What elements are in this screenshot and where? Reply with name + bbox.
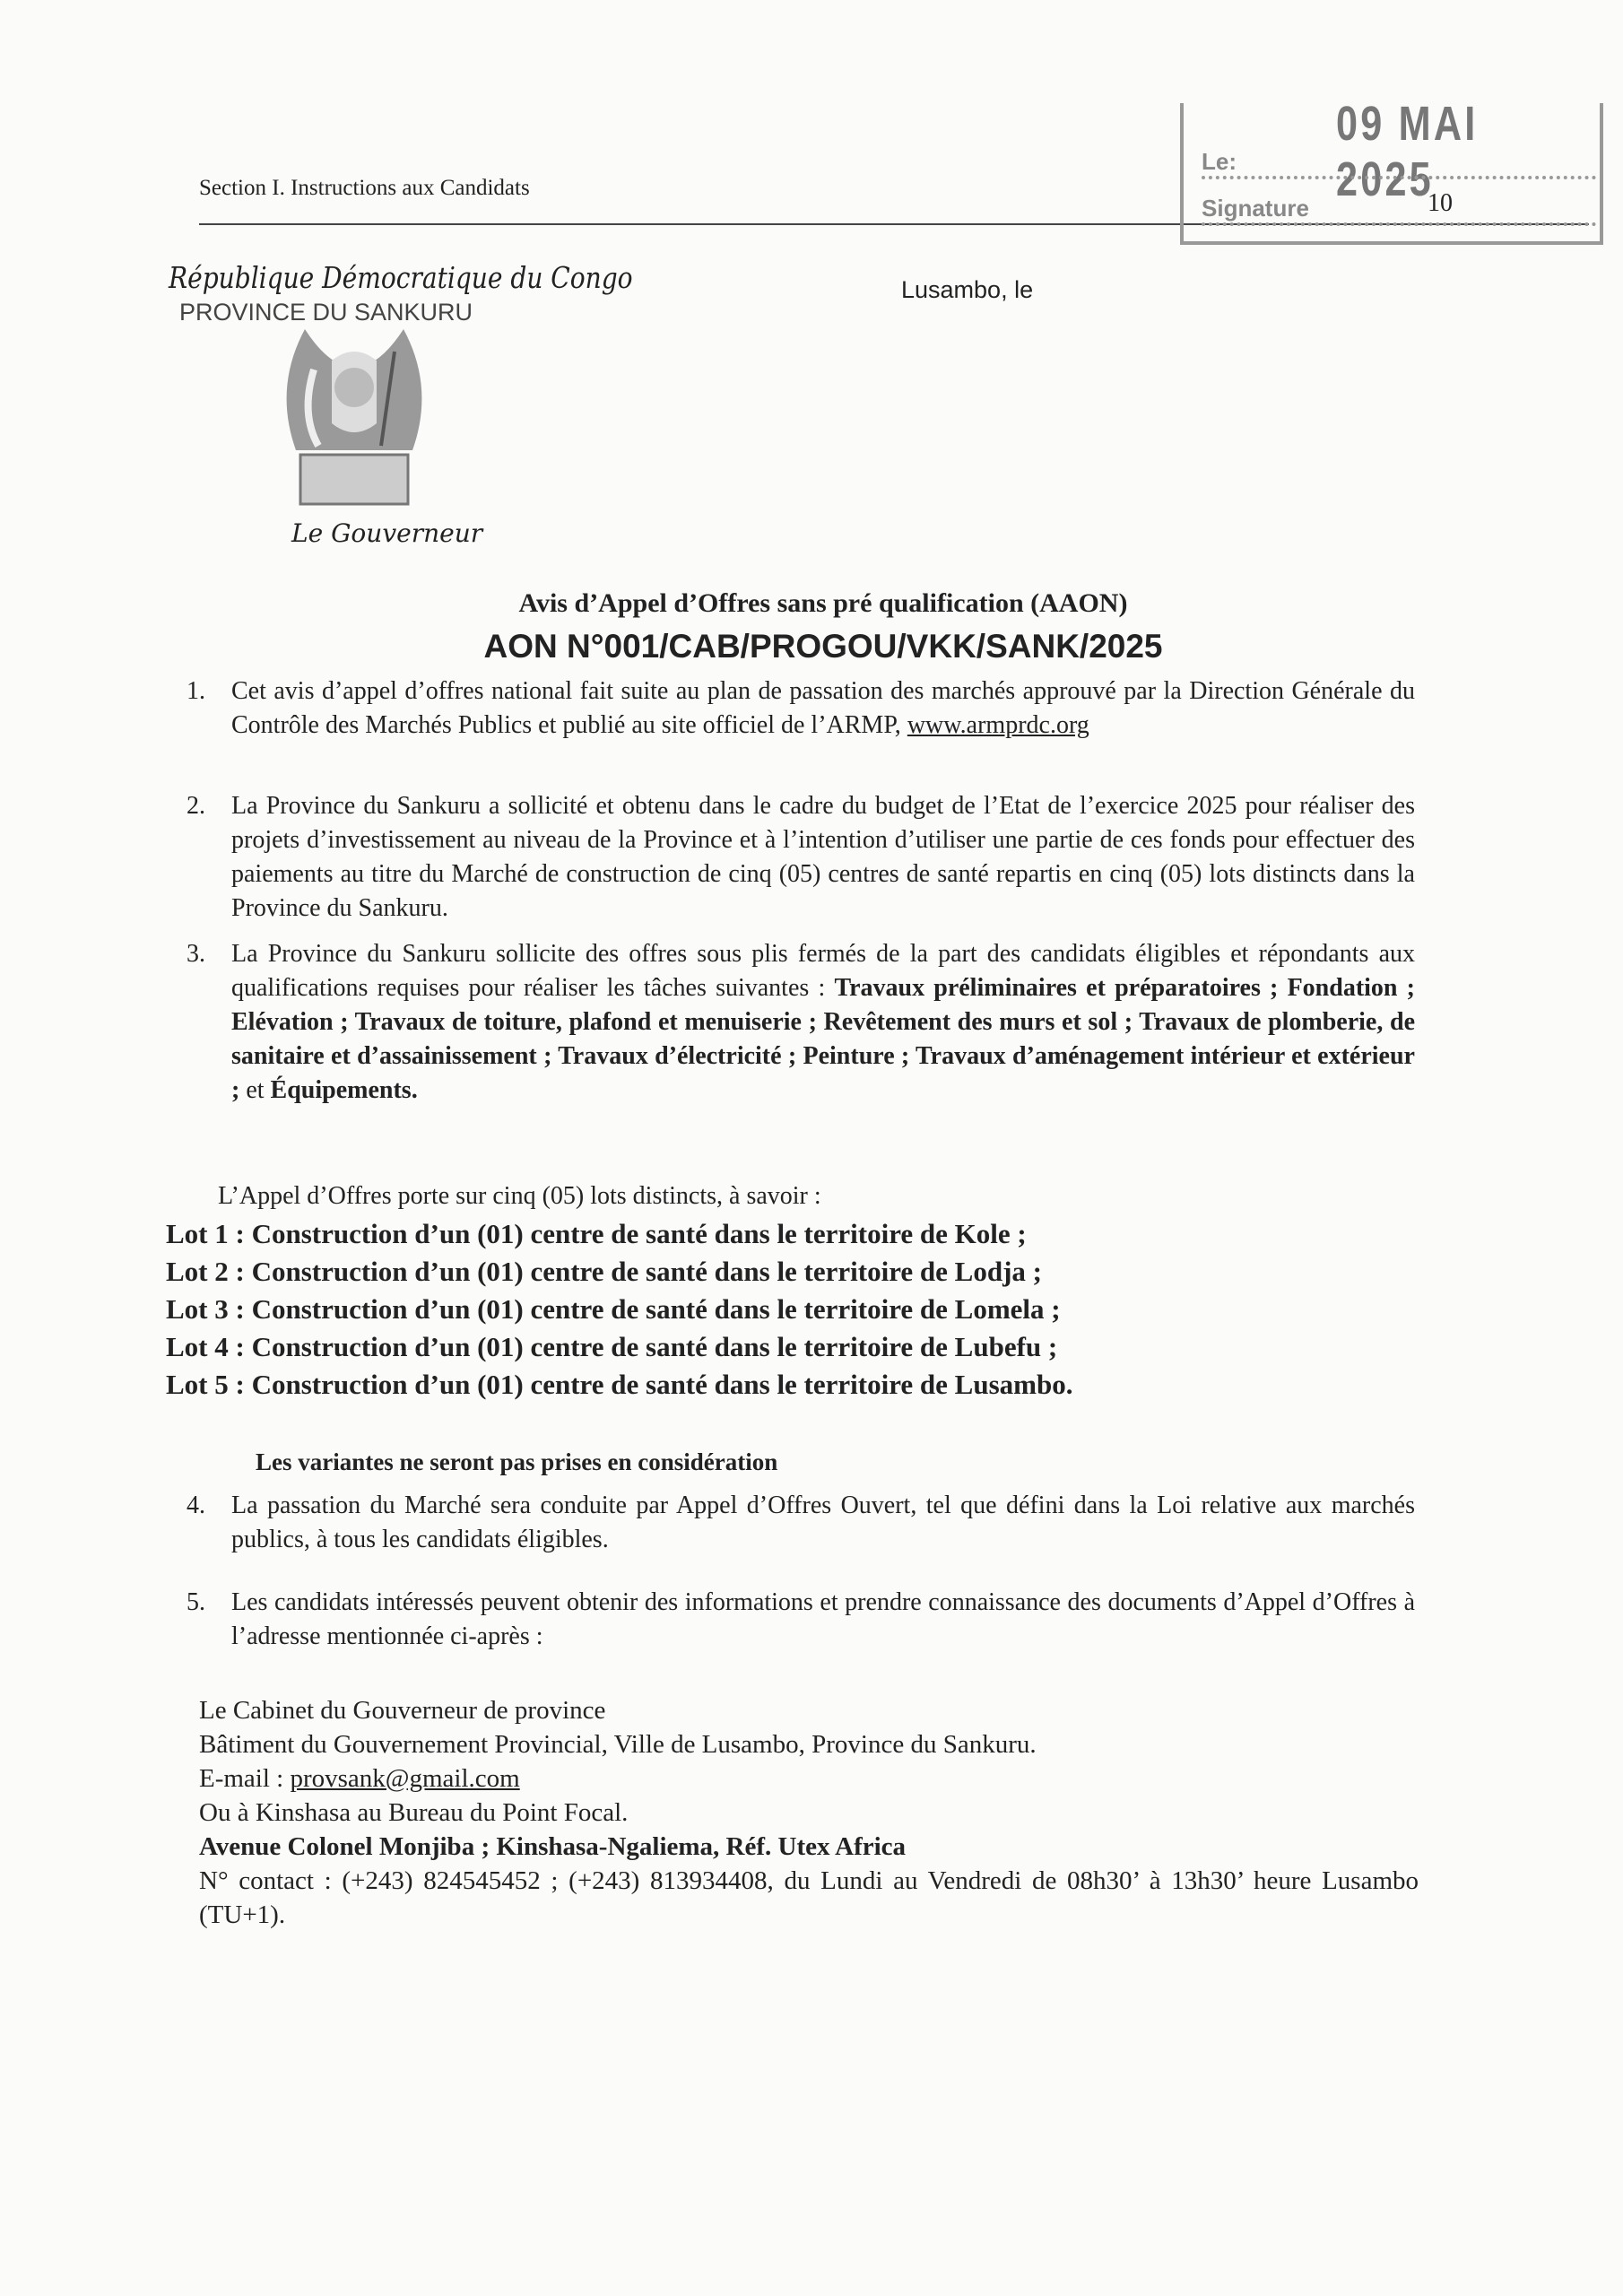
lot-item: Lot 1 : Construction d’un (01) centre de santé dans le territoire de Kole ;: [166, 1218, 1027, 1249]
paragraph-number: 5.: [187, 1588, 205, 1616]
paragraph-2: [187, 789, 1415, 926]
lot-item: Lot 2 : Construction d’un (01) centre de santé dans le territoire de Lodja ;: [166, 1256, 1042, 1287]
contact-phones: N° contact : (+243) 824545452 ; (+243) 813934408, du Lundi au Vendredi de 08h30’ à 13h30’ heure Lusambo (TU+1).: [199, 1866, 1419, 1929]
paragraph-number: 1.: [187, 677, 205, 705]
notice-reference: AON N°001/CAB/PROGOU/VKK/SANK/2025: [483, 628, 1163, 665]
reception-stamp: [1180, 97, 1603, 245]
paragraph-text: Les candidats intéressés peuvent obtenir des informations et prendre connaissance des documents d’Appel d’Offres à l’adresse mentionnée ci-après :: [231, 1588, 1415, 1650]
republic-name: République Démocratique du Congo: [169, 260, 633, 295]
stamp-date: 09 MAI 2025: [1336, 97, 1479, 206]
paragraph-3: [187, 937, 1415, 1108]
task-list: Travaux préliminaires et préparatoires ; Fondation ; Elévation ; Travaux de toiture, plafond et menuiserie ; Revêtement des murs et sol ; Travaux de plomberie, de sanitaire et d’assainissement ; Travaux d’électricité ; Peinture ; Travaux d’aménagement intérieur et extérieur ;: [231, 974, 1416, 1104]
armp-website-link[interactable]: www.armprdc.org: [907, 711, 1089, 739]
paragraph-number: 2.: [187, 792, 205, 820]
lot-item: Lot 3 : Construction d’un (01) centre de santé dans le territoire de Lomela ;: [166, 1293, 1061, 1325]
lot-item: Lot 4 : Construction d’un (01) centre de santé dans le territoire de Lubefu ;: [166, 1331, 1058, 1362]
address-line: Avenue Colonel Monjiba ; Kinshasa-Ngaliema, Réf. Utex Africa: [199, 1832, 907, 1861]
task-list-end: Équipements.: [270, 1076, 418, 1104]
paragraph-1: [187, 674, 1415, 743]
email-label: E-mail :: [199, 1764, 284, 1793]
paragraph-4: [187, 1489, 1415, 1557]
stamp-number: 10: [1428, 189, 1453, 217]
stamp-date-label: Le:: [1202, 148, 1596, 179]
paragraph-text: Cet avis d’appel d’offres national fait suite au plan de passation des marchés approuvé par la Direction Générale du Contrôle des Marchés Publics et publié au site officiel de l’ARMP,: [231, 677, 1415, 739]
paragraph-number: 4.: [187, 1492, 205, 1519]
lot-item: Lot 5 : Construction d’un (01) centre de santé dans le territoire de Lusambo.: [166, 1369, 1073, 1400]
address-line: Ou à Kinshasa au Bureau du Point Focal.: [199, 1798, 629, 1827]
place-date: Lusambo, le: [901, 276, 1034, 303]
stamp-signature-label: Signature: [1202, 195, 1596, 226]
paragraph-text: La Province du Sankuru sollicite des offres sous plis fermés de la part des candidats éligibles et répondants aux qualifications requises pour réaliser les tâches suivantes :: [231, 940, 1415, 1002]
lots-intro: L’Appel d’Offres porte sur cinq (05) lots distincts, à savoir :: [218, 1182, 821, 1210]
paragraph-text: et: [246, 1076, 265, 1104]
coat-of-arms-emblem: [278, 325, 430, 513]
lots-list: [166, 1215, 1072, 1404]
province-name: PROVINCE DU SANKURU: [179, 299, 473, 326]
address-line: Bâtiment du Gouvernement Provincial, Ville de Lusambo, Province du Sankuru.: [199, 1730, 1037, 1759]
paragraph-number: 3.: [187, 940, 205, 968]
notice-title: Avis d’Appel d’Offres sans pré qualification (AAON): [518, 588, 1128, 618]
paragraph-5: [187, 1586, 1415, 1654]
paragraph-text: La passation du Marché sera conduite par Appel d’Offres Ouvert, tel que défini dans la Loi relative aux marchés publics, à tous les candidats éligibles.: [231, 1492, 1415, 1553]
email-link[interactable]: provsank@gmail.com: [290, 1764, 520, 1793]
section-header: Section I. Instructions aux Candidats: [199, 176, 530, 200]
address-line: Le Cabinet du Gouverneur de province: [199, 1696, 606, 1725]
signatory-title: Le Gouverneur: [291, 518, 483, 548]
paragraph-text: La Province du Sankuru a sollicité et obtenu dans le cadre du budget de l’Etat de l’exercice 2025 pour réaliser des projets d’investissement au niveau de la Province et à l’intention d’utiliser une partie de ces fonds pour effectuer des paiements au titre du Marché de construction de cinq (05) centres de santé repartis en cinq (05) lots distincts dans la Province du Sankuru.: [231, 792, 1415, 922]
contact-address: [199, 1693, 1419, 1932]
variants-note: Les variantes ne seront pas prises en considération: [256, 1448, 778, 1475]
